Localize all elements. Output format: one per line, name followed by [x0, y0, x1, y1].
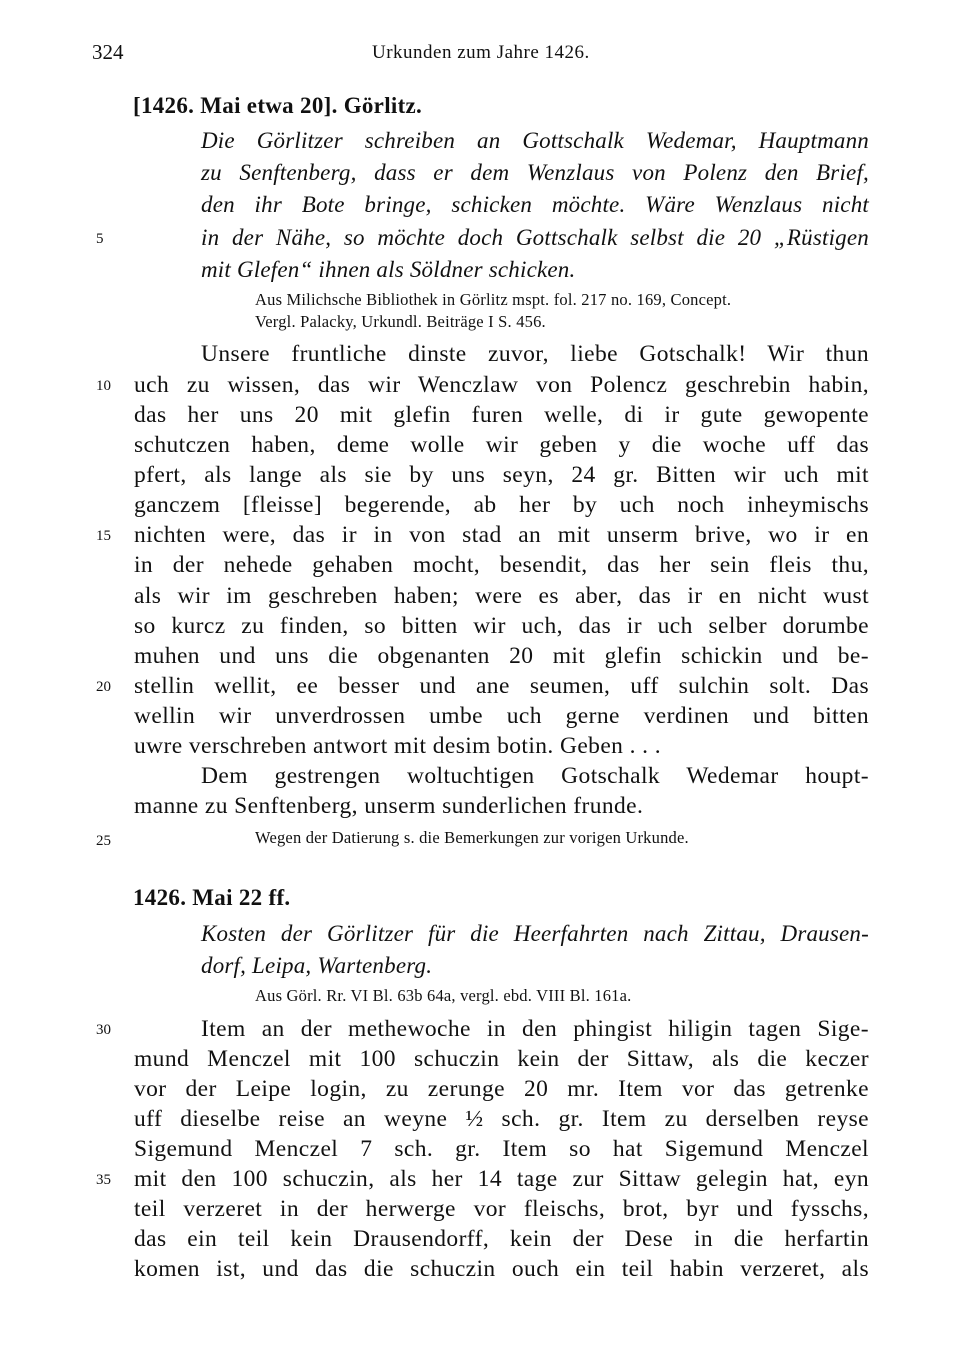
doc1-text-line: uch zu wissen, das wir Wenczlaw von Polencz geschrebin habin,	[134, 372, 869, 398]
doc1-text-line: schutczen haben, deme wolle wir geben y die woche uff das	[134, 432, 869, 458]
page-number: 324	[92, 40, 124, 64]
doc1-address-line: Dem gestrengen woltuchtigen Gotschalk Wedemar houpt-	[201, 763, 869, 789]
doc1-source-line: Vergl. Palacky, Urkundl. Beiträge I S. 456.	[255, 312, 546, 331]
doc1-text-line: pfert, als lange als sie by uns seyn, 24 gr. Bitten wir uch mit	[134, 462, 869, 488]
doc2-regest-line: dorf, Leipa, Wartenberg.	[201, 953, 433, 978]
doc2-text-line: Item an der methewoche in den phingist hiligin tagen Sige-	[201, 1016, 869, 1042]
doc2-text-line: Sigemund Menczel 7 sch. gr. Item so hat Sigemund Menczel	[134, 1136, 869, 1162]
doc1-text-line: muhen und uns die obgenanten 20 mit glefin schickin und be-	[134, 643, 869, 669]
doc1-source-line: Aus Milichsche Bibliothek in Görlitz mspt. fol. 217 no. 169, Concept.	[255, 290, 732, 309]
line-number: 35	[96, 1172, 111, 1188]
line-number: 5	[96, 231, 104, 247]
doc1-regest-line: den ihr Bote bringe, schicken möchte. Wäre Wenzlaus nicht	[201, 192, 869, 217]
doc1-text-line: das her uns 20 mit glefin furen welle, di ir gute gewopente	[134, 402, 869, 428]
doc2-text-line: mit den 100 schuczin, als her 14 tage zur Sittaw gelegin hat, eyn	[134, 1166, 869, 1192]
line-number: 20	[96, 679, 111, 695]
doc1-text-line: als wir im geschreben haben; were es aber, das ir en nicht wust	[134, 583, 869, 609]
doc2-text-line: das ein teil kein Drausendorff, kein der Dese in die herfartin	[134, 1226, 869, 1252]
line-number: 15	[96, 528, 111, 544]
doc2-text-line: komen ist, und das die schuczin ouch ein teil habin verzeret, als	[134, 1256, 869, 1282]
doc1-heading: [1426. Mai etwa 20]. Görlitz.	[133, 93, 423, 118]
doc1-note: Wegen der Datierung s. die Bemerkungen zur vorigen Urkunde.	[255, 828, 689, 847]
doc1-text-line: nichten were, das ir in von stad an mit unserm brive, wo ir en	[134, 522, 869, 548]
doc1-regest-line: Die Görlitzer schreiben an Gottschalk Wedemar, Hauptmann	[201, 128, 869, 153]
doc2-text-line: teil verzeret in der herwerge vor fleischs, brot, byr und fysschs,	[134, 1196, 869, 1222]
doc1-regest-line: mit Glefen“ ihnen als Söldner schicken.	[201, 257, 576, 282]
doc1-regest-line: zu Senftenberg, dass er dem Wenzlaus von Polenz den Brief,	[201, 160, 869, 185]
doc1-text-line: so kurcz zu finden, so bitten wir uch, das ir uch selber dorumbe	[134, 613, 869, 639]
doc2-source: Aus Görl. Rr. VI Bl. 63b 64a, vergl. ebd. VIII Bl. 161a.	[255, 986, 632, 1005]
line-number: 10	[96, 378, 111, 394]
doc1-text-line: in der nehede gehaben mocht, besendit, das her sein fleis thu,	[134, 552, 869, 578]
doc1-address-line: manne zu Senftenberg, unserm sunderlichen frunde.	[134, 793, 644, 819]
doc1-text-line: ganczem [fleisse] begerende, ab her by uch noch inheymischs	[134, 492, 869, 518]
line-number: 25	[96, 833, 111, 849]
running-title: Urkunden zum Jahre 1426.	[372, 42, 590, 63]
doc2-heading: 1426. Mai 22 ff.	[133, 885, 291, 910]
doc2-text-line: uff dieselbe reise an weyne ½ sch. gr. Item zu derselben reyse	[134, 1106, 869, 1132]
doc2-text-line: vor der Leipe login, zu zerunge 20 mr. Item vor das getrenke	[134, 1076, 869, 1102]
doc1-text-line: stellin wellit, ee besser und ane seumen, uff sulchin solt. Das	[134, 673, 869, 699]
doc1-regest-line: in der Nähe, so möchte doch Gottschalk selbst die 20 „Rüstigen	[201, 225, 869, 250]
line-number: 30	[96, 1022, 111, 1038]
doc1-text-line: wellin wir unverdrossen umbe uch gerne verdinen und bitten	[134, 703, 869, 729]
doc1-text-line: uwre verschreben antwort mit desim botin. Geben . . .	[134, 733, 661, 759]
doc2-regest-line: Kosten der Görlitzer für die Heerfahrten nach Zittau, Drausen-	[201, 921, 869, 946]
doc1-text-line: Unsere fruntliche dinste zuvor, liebe Gotschalk! Wir thun	[201, 341, 869, 367]
doc2-text-line: mund Menczel mit 100 schuczin kein der Sittaw, als die keczer	[134, 1046, 869, 1072]
